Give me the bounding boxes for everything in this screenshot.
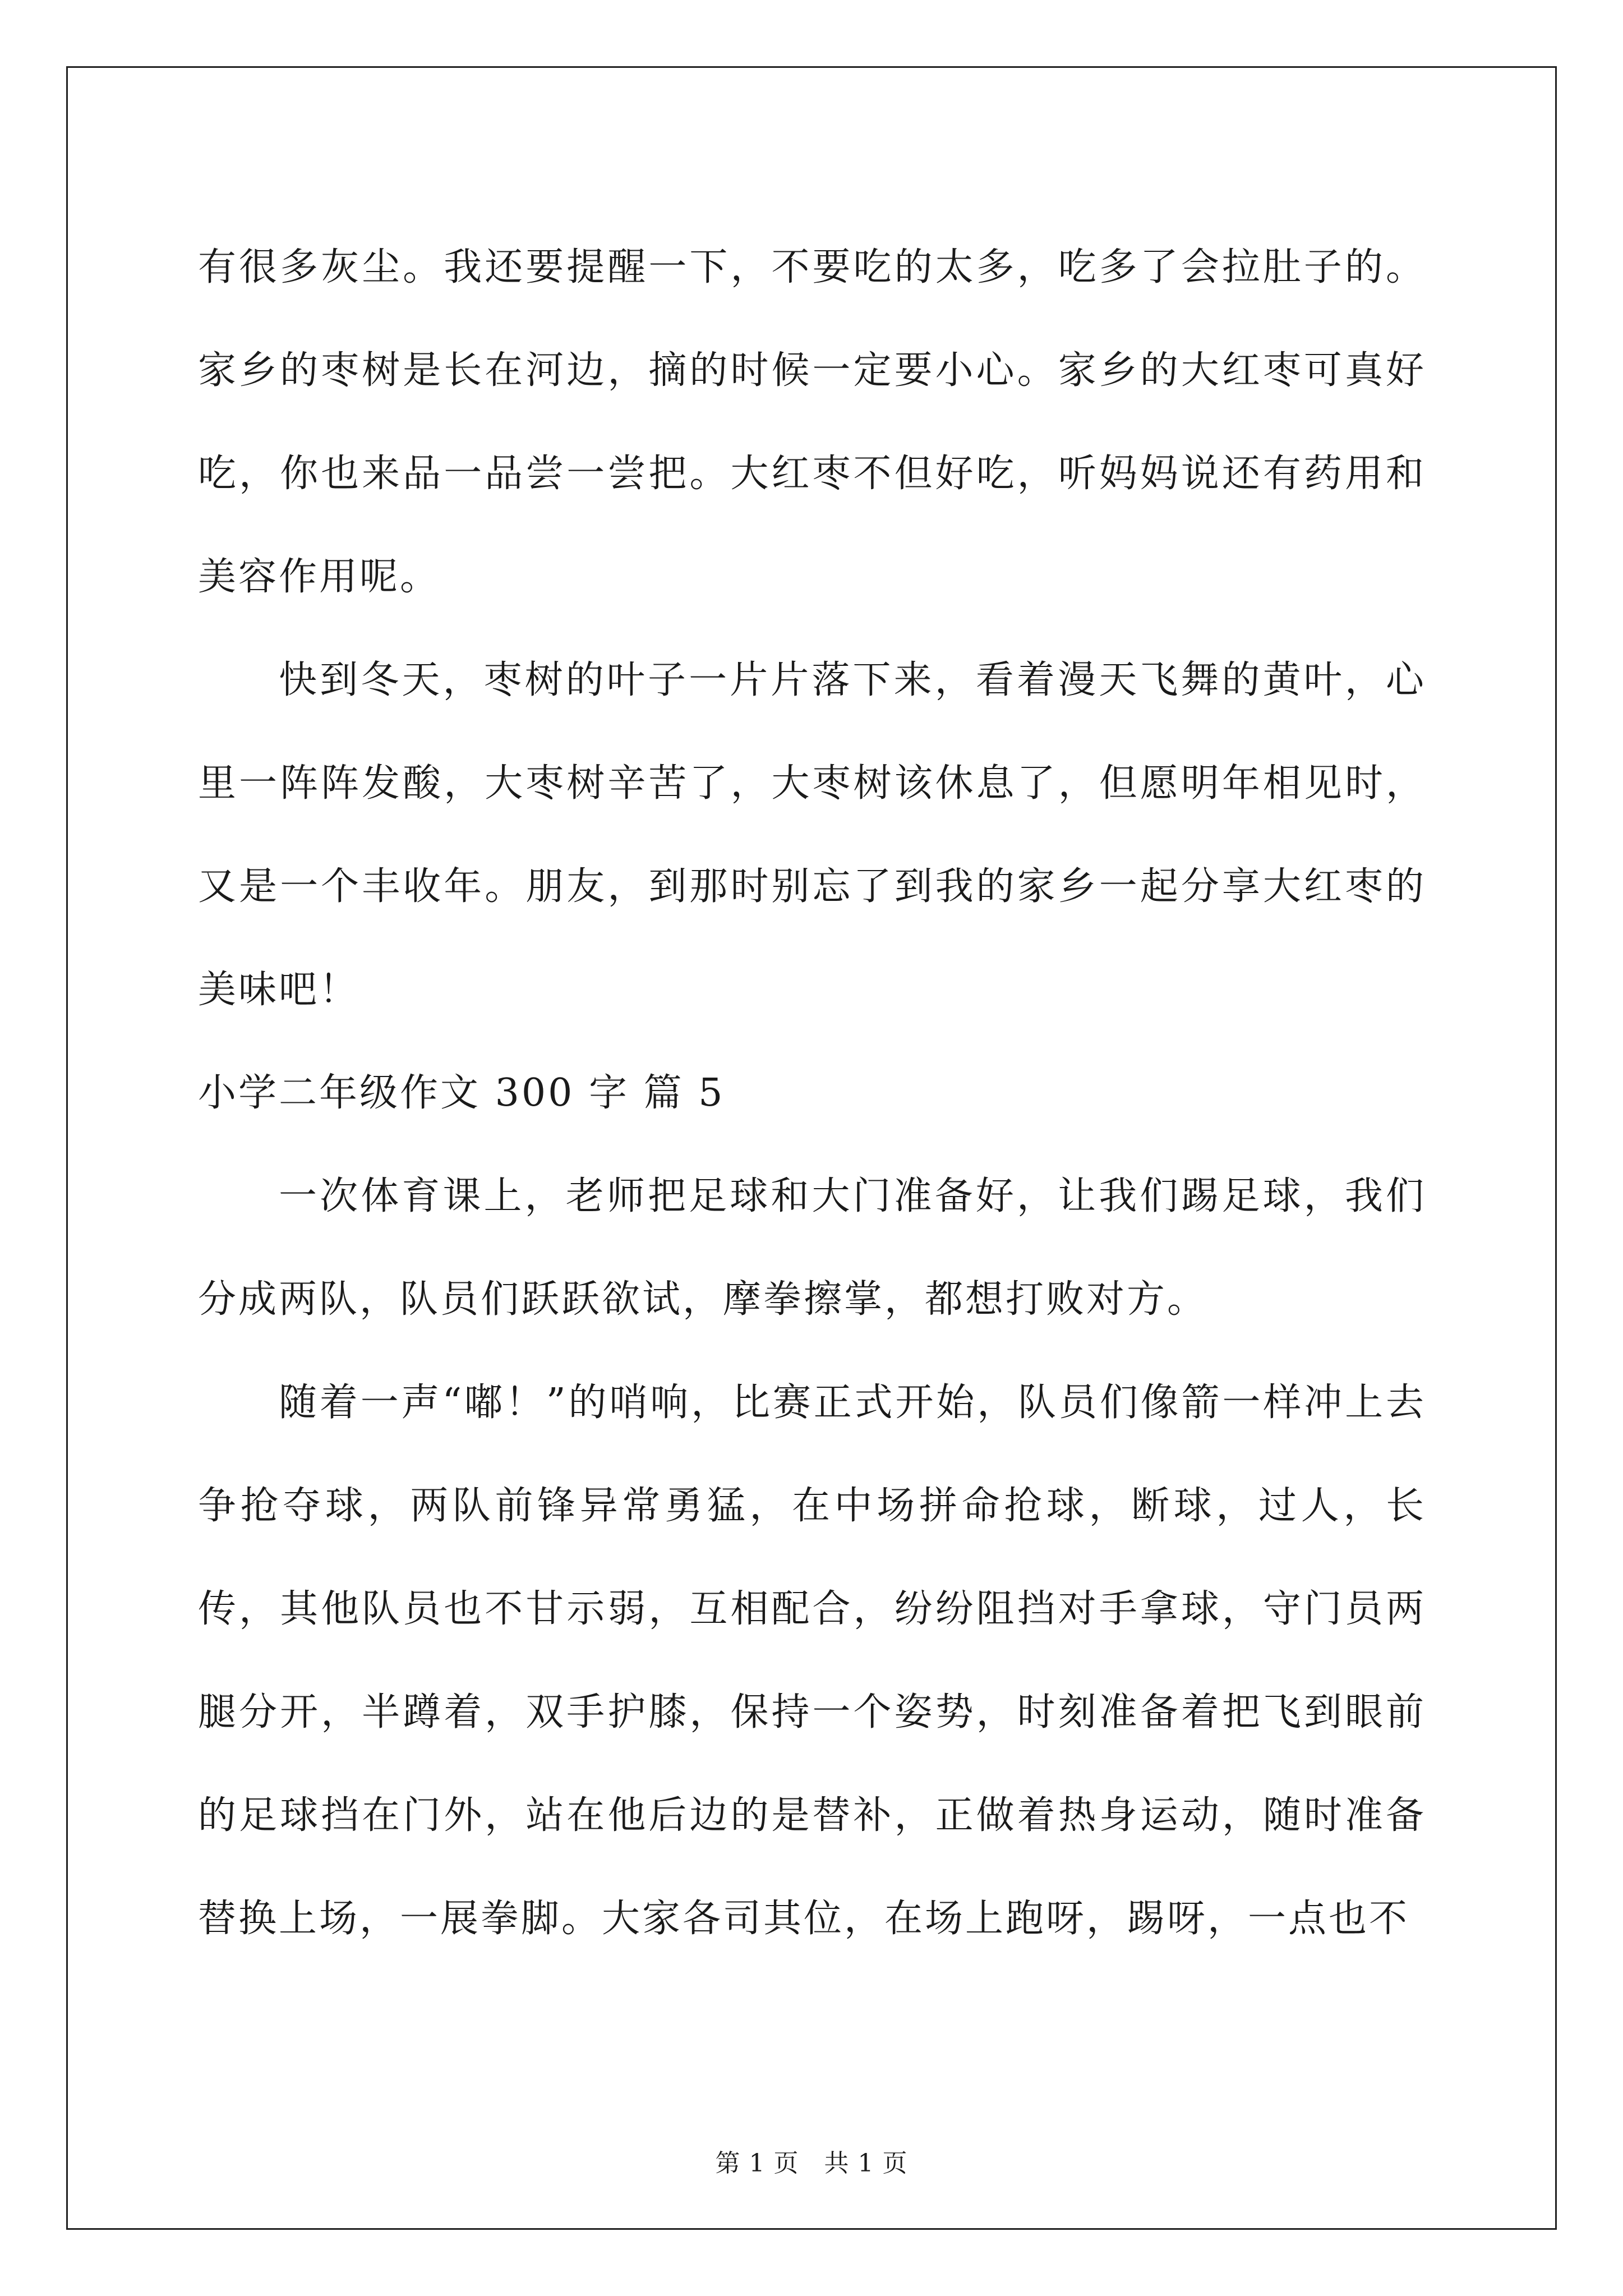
- paragraph-2: 快到冬天，枣树的叶子一片片落下来，看着漫天飞舞的黄叶，心里一阵阵发酸，大枣树辛苦了，大枣树该休息了，但愿明年相见时，又是一个丰收年。朋友，到那时别忘了到我的家乡一起分享大红枣的美味吧！: [198, 658, 1426, 1012]
- paragraph-1: 有很多灰尘。我还要提醒一下，不要吃的太多，吃多了会拉肚子的。家乡的枣树是长在河边，摘的时候一定要小心。家乡的大红枣可真好吃，你也来品一品尝一尝把。大红枣不但好吃，听妈妈说还有药用和美容作用呢。: [198, 245, 1426, 599]
- page-number-footer: 第 1 页 共 1 页: [715, 2149, 908, 2178]
- paragraph-4: 随着一声“嘟！”的哨响，比赛正式开始，队员们像箭一样冲上去争抢夺球，两队前锋异常勇猛，在中场拼命抢球，断球，过人，长传，其他队员也不甘示弱，互相配合，纷纷阻挡对手拿球，守门员两腿分开，半蹲着，双手护膝，保持一个姿势，时刻准备着把飞到眼前的足球挡在门外，站在他后边的是替补，正做着热身运动，随时准备替换上场，一展拳脚。大家各司其位，在场上跑呀，踢呀，一点也不: [198, 1381, 1426, 1941]
- paragraph-3: 一次体育课上，老师把足球和大门准备好，让我们踢足球，我们分成两队，队员们跃跃欲试，摩拳擦掌，都想打败对方。: [198, 1174, 1426, 1322]
- document-body: [198, 216, 1426, 1971]
- section-heading: 小学二年级作文 300 字 篇 5: [198, 1071, 725, 1115]
